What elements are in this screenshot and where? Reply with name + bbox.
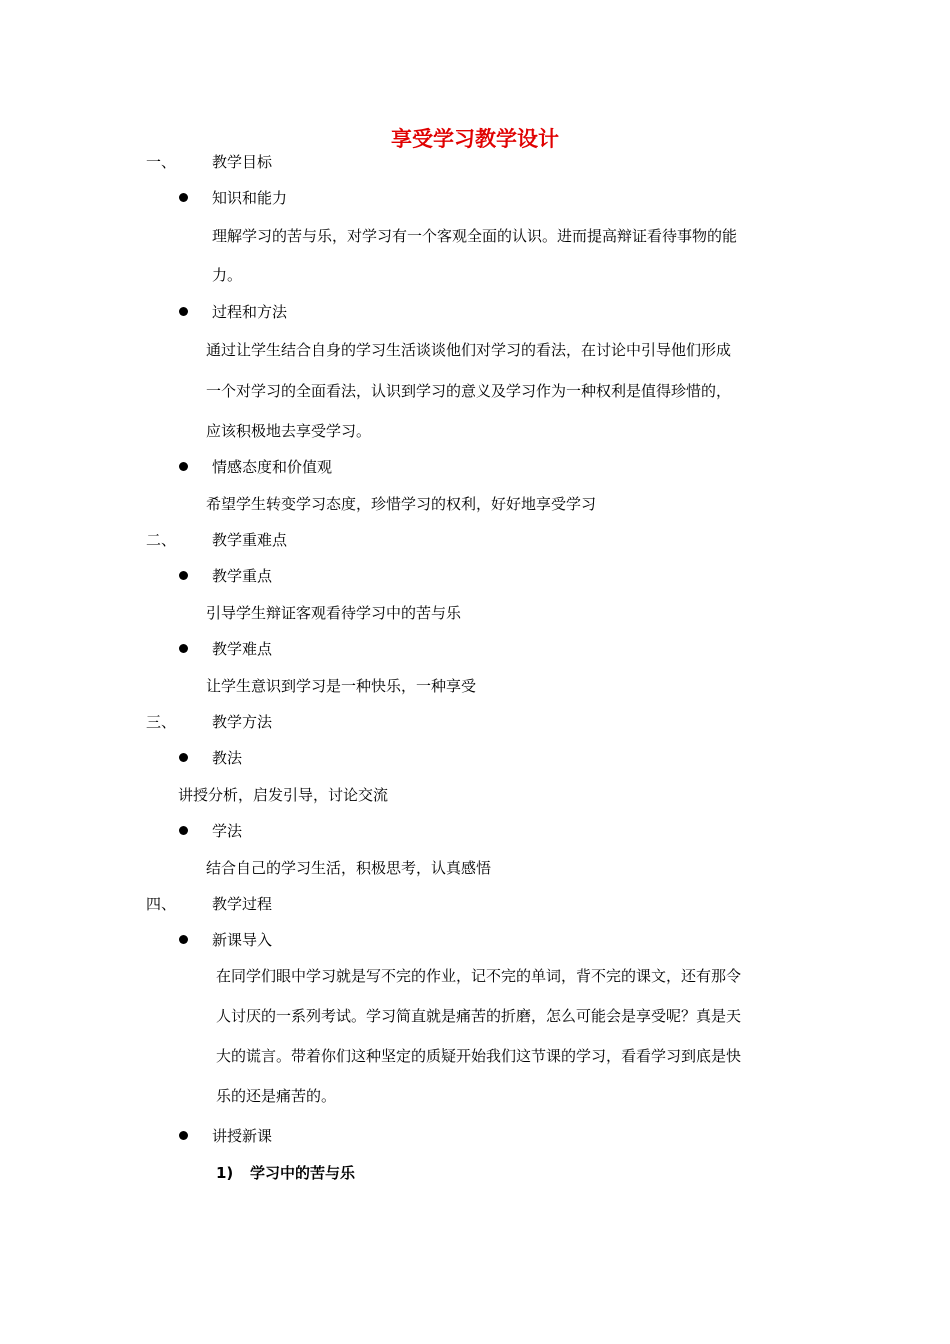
subheading: 教法 <box>212 749 243 767</box>
sub-item-number: 1) <box>216 1164 234 1182</box>
paragraph-line: 力。 <box>212 266 243 284</box>
subheading: 教学难点 <box>212 640 273 658</box>
paragraph-line: 在同学们眼中学习就是写不完的作业，记不完的单词，背不完的课文，还有那令 <box>216 967 742 985</box>
subheading: 知识和能力 <box>212 189 288 207</box>
bullet-icon <box>179 826 188 835</box>
paragraph-line: 通过让学生结合自身的学习生活谈谈他们对学习的看法，在讨论中引导他们形成 <box>206 341 732 359</box>
section-heading: 教学目标 <box>212 153 273 171</box>
sub-item-title: 学习中的苦与乐 <box>250 1164 356 1182</box>
bullet-icon <box>179 935 188 944</box>
subheading: 情感态度和价值观 <box>212 458 333 476</box>
bullet-icon <box>179 307 188 316</box>
paragraph-line: 一个对学习的全面看法，认识到学习的意义及学习作为一种权利是值得珍惜的， <box>206 382 732 400</box>
section-number: 一、 <box>146 153 177 171</box>
subheading: 学法 <box>212 822 243 840</box>
subheading: 新课导入 <box>212 931 273 949</box>
paragraph-line: 应该积极地去享受学习。 <box>206 422 372 440</box>
section-heading: 教学方法 <box>212 713 273 731</box>
document-title: 享受学习教学设计 <box>391 127 559 151</box>
section-number: 三、 <box>146 713 177 731</box>
paragraph-line: 希望学生转变学习态度，珍惜学习的权利，好好地享受学习 <box>206 495 597 513</box>
bullet-icon <box>179 644 188 653</box>
subheading: 教学重点 <box>212 567 273 585</box>
paragraph-line: 大的谎言。带着你们这种坚定的质疑开始我们这节课的学习，看看学习到底是快 <box>216 1047 742 1065</box>
paragraph-line: 理解学习的苦与乐，对学习有一个客观全面的认识。进而提高辩证看待事物的能 <box>212 227 738 245</box>
bullet-icon <box>179 1131 188 1140</box>
paragraph-line: 让学生意识到学习是一种快乐，一种享受 <box>206 677 477 695</box>
bullet-icon <box>179 571 188 580</box>
section-number: 四、 <box>146 895 177 913</box>
section-heading: 教学过程 <box>212 895 273 913</box>
bullet-icon <box>179 753 188 762</box>
paragraph-line: 结合自己的学习生活，积极思考，认真感悟 <box>206 859 492 877</box>
paragraph-line: 讲授分析，启发引导，讨论交流 <box>178 786 389 804</box>
paragraph-line: 乐的还是痛苦的。 <box>216 1087 337 1105</box>
bullet-icon <box>179 462 188 471</box>
paragraph-line: 人讨厌的一系列考试。学习简直就是痛苦的折磨，怎么可能会是享受呢？真是天 <box>216 1007 742 1025</box>
section-heading: 教学重难点 <box>212 531 288 549</box>
bullet-icon <box>179 193 188 202</box>
subheading: 过程和方法 <box>212 303 288 321</box>
subheading: 讲授新课 <box>212 1127 273 1145</box>
paragraph-line: 引导学生辩证客观看待学习中的苦与乐 <box>206 604 462 622</box>
section-number: 二、 <box>146 531 177 549</box>
